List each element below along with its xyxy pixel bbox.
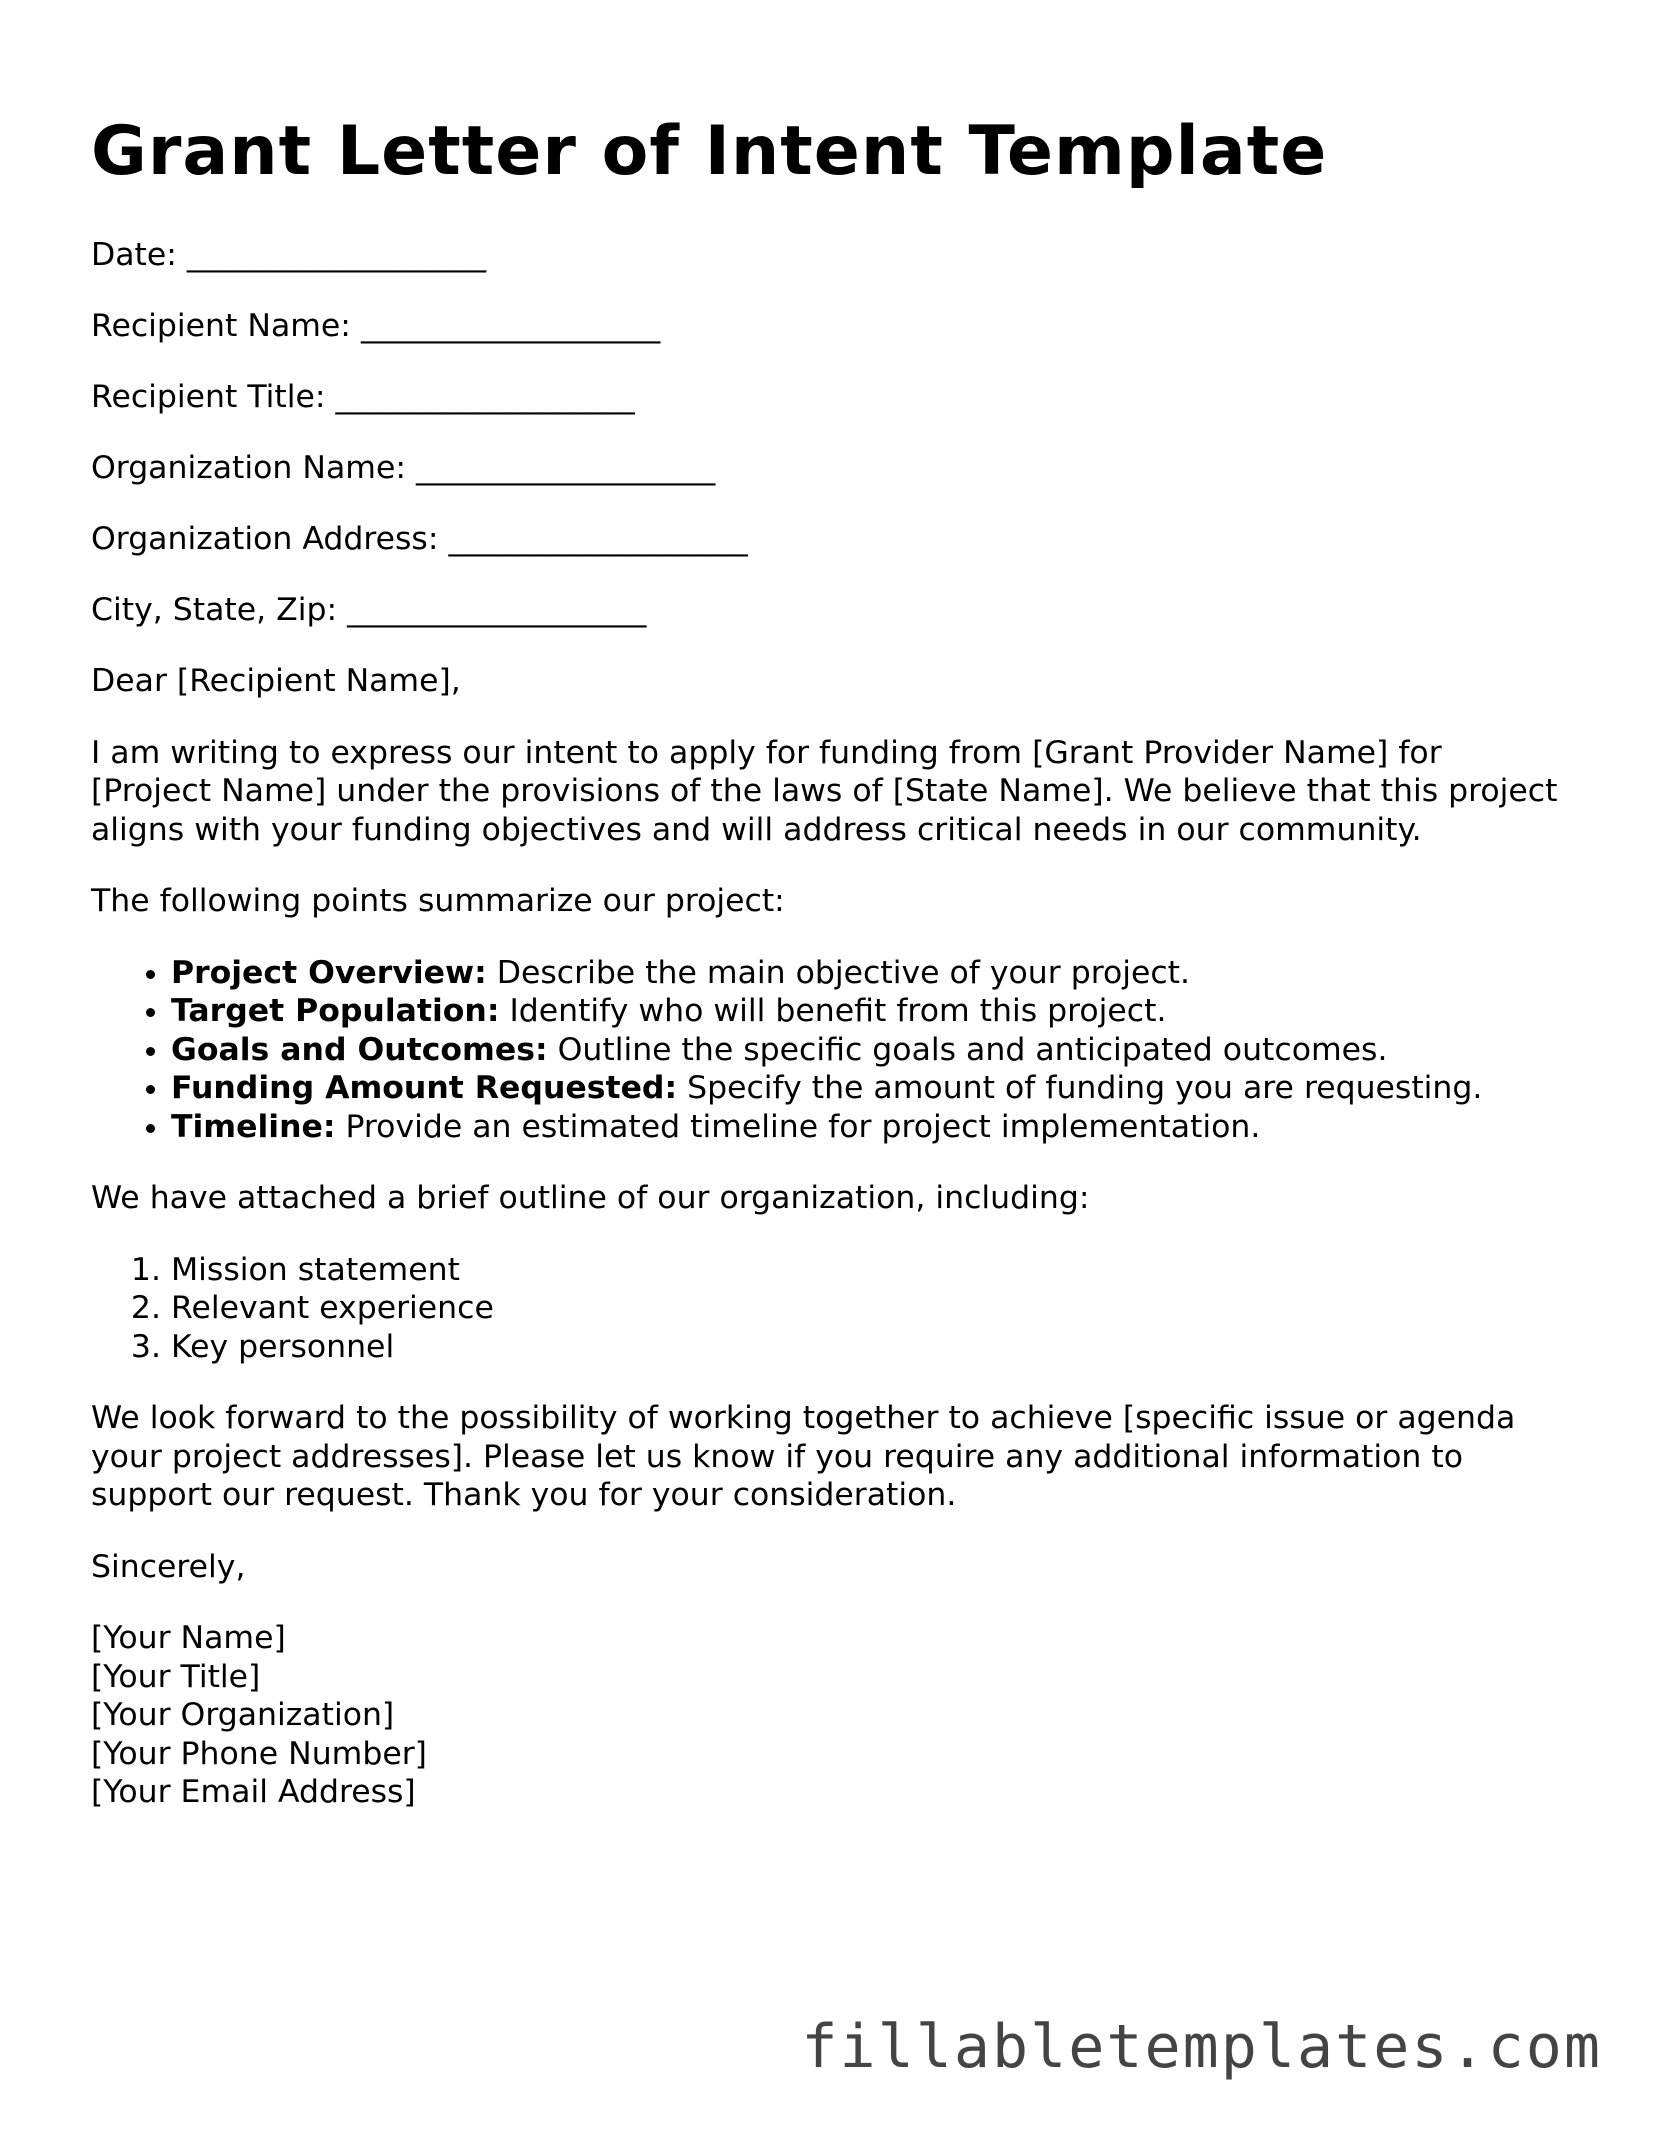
field-label: Organization Name: — [91, 450, 406, 486]
footer-brand-watermark: fillabletemplates.com — [801, 2012, 1602, 2082]
date-field — [91, 236, 1571, 274]
point-label: Project Overview: — [171, 954, 487, 991]
field-blank: ___________________ — [360, 308, 661, 344]
closing-paragraph: We look forward to the possibility of working together to achieve [specific issue or agenda your project addresses]. Please let us know if you require any additional information to support our request. Thank you for your consideration. — [91, 1400, 1516, 1513]
field-blank: ___________________ — [347, 592, 647, 628]
signature-block — [91, 1619, 1571, 1812]
signature-organization: [Your Organization] — [91, 1697, 395, 1733]
organization-address-field — [91, 520, 1571, 558]
list-item — [171, 1108, 1571, 1147]
point-label: Timeline: — [171, 1108, 336, 1145]
recipient-title-field — [91, 378, 1571, 416]
city-state-zip-field — [91, 591, 1571, 629]
point-label: Target Population: — [171, 993, 500, 1029]
point-text: Provide an estimated timeline for project implementation. — [335, 1108, 1261, 1145]
project-points-list — [91, 954, 1571, 1147]
signature-phone: [Your Phone Number] — [91, 1735, 427, 1772]
point-label: Goals and Outcomes: — [171, 1031, 548, 1068]
list-item: 3. Key personnel — [171, 1328, 1571, 1367]
list-item — [171, 992, 1571, 1031]
point-text: Describe the main objective of your project. — [486, 954, 1191, 991]
sign-off: Sincerely, — [91, 1548, 246, 1585]
organization-outline-list — [91, 1251, 1571, 1367]
list-item — [171, 1069, 1571, 1108]
intro-paragraph: I am writing to express our intent to apply for funding from [Grant Provider Name] for [Project Name] under the provisions of the laws of [State Name]. We believe that this project aligns with your funding objectives and will address critical needs in our community. — [91, 734, 1558, 848]
field-blank: ___________________ — [448, 521, 748, 557]
signature-email: [Your Email Address] — [91, 1774, 416, 1810]
field-label: Organization Address: — [91, 521, 439, 557]
field-blank: ___________________ — [335, 379, 635, 415]
recipient-name-field — [91, 307, 1571, 345]
point-text: Specify the amount of funding you are requesting. — [677, 1070, 1483, 1106]
outline-intro: We have attached a brief outline of our organization, including: — [91, 1180, 1090, 1216]
field-label: City, State, Zip: — [91, 592, 338, 628]
list-item: 2. Relevant experience — [171, 1289, 1571, 1328]
point-label: Funding Amount Requested: — [171, 1070, 678, 1106]
signature-name: [Your Name] — [91, 1620, 286, 1656]
field-label: Recipient Name: — [91, 308, 351, 344]
page-title: Grant Letter of Intent Template — [91, 112, 1328, 191]
organization-name-field — [91, 449, 1571, 487]
point-text: Outline the specific goals and anticipated outcomes. — [547, 1031, 1388, 1068]
field-blank: ___________________ — [186, 237, 487, 273]
field-label: Date: — [91, 237, 177, 273]
field-label: Recipient Title: — [91, 379, 326, 415]
list-item — [171, 1031, 1571, 1070]
points-intro: The following points summarize our project: — [91, 883, 785, 919]
salutation: Dear [Recipient Name], — [91, 663, 461, 699]
point-text: Identify who will benefit from this project. — [499, 993, 1167, 1029]
signature-title: [Your Title] — [91, 1658, 261, 1695]
list-item — [171, 954, 1571, 993]
field-blank: ___________________ — [415, 450, 716, 486]
document-page — [91, 112, 1571, 1845]
list-item: 1. Mission statement — [171, 1251, 1571, 1290]
